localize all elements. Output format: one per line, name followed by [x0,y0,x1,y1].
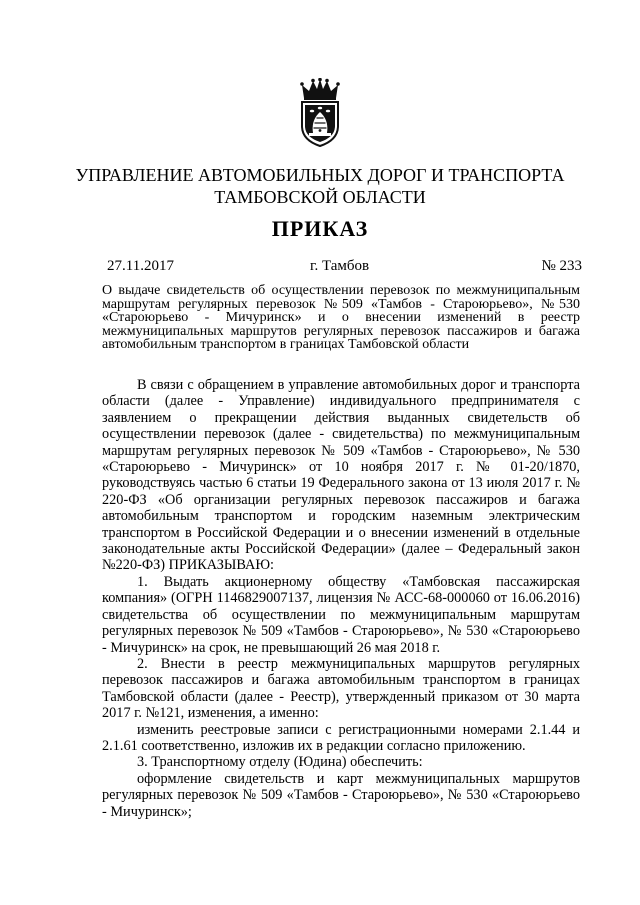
body-paragraph: 2. Внести в реестр межмуниципальных маршрутов регулярных перевозок пассажиров и багажа автомобильным транспортом в границах Тамбовской области (далее - Реестр), утвержденный приказом от 30 марта 2017 г. №121, изменения, а именно: [102,655,580,722]
document-type: ПРИКАЗ [271,216,369,241]
tambov-coat-of-arms-icon [297,78,343,148]
body-paragraph: В связи с обращением в управление автомобильных дорог и транспорта области (далее - Управление) индивидуального предпринимателя с заявлением о прекращении действия выданных свидетельств об осуществлении перевозок (далее - свидетельства) по межмуниципальным маршрутам регулярных перевозок № 509 «Тамбов - Староюрьево», № 530 «Староюрьево - Мичуринск» от 10 ноября 2017 г. № 01-20/1870, руководствуясь частью 6 статьи 19 Федерального закона от 13 июля 2017 г. № 220-ФЗ «Об организации регулярных перевозок пассажиров и багажа автомобильным транспортом и городским наземным электрическим транспортом в Российской Федерации и о внесении изменений в отдельные законодательные акты Российской Федерации» (далее – Федеральный закон №220-ФЗ) ПРИКАЗЫВАЮ: [102,377,580,574]
body-paragraph: оформление свидетельств и карт межмуниципальных маршрутов регулярных перевозок № 509 «Тамбов - Староюрьево», № 530 «Староюрьево - Мичуринск»; [102,770,580,820]
order-subject: О выдаче свидетельств об осуществлении перевозок по межмуниципальным маршрутам регулярных перевозок №509 «Тамбов - Староюрьево», №530 «Староюрьево - Мичуринск» и о внесении изменений в реестр межмуниципальных маршрутов регулярных перевозок пассажиров и багажа автомобильным транспортом в границах Тамбовской области [102,283,580,352]
organization-name [0,164,640,208]
order-city: г. Тамбов [310,258,370,274]
organization-name-line2: ТАМБОВСКОЙ ОБЛАСТИ [214,187,426,207]
body-paragraph: 1. Выдать акционерному обществу «Тамбовская пассажирская компания» (ОГРН 1146829007137, лицензия № АСС-68-000060 от 16.06.2016) свидетельства об осуществлении по межмуниципальным маршрутам регулярных перевозок № 509 «Тамбов - Староюрьево», № 530 «Староюрьево - Мичуринск» на срок, не превышающий 26 мая 2018 г. [102,573,580,656]
order-number: № 233 [541,258,582,274]
date-city-number-row [107,258,582,278]
body-paragraph: изменить реестровые записи с регистрационными номерами 2.1.44 и 2.1.61 соответственно, изложив их в редакции согласно приложению. [102,721,580,754]
order-date: 27.11.2017 [107,258,174,274]
organization-name-line1: УПРАВЛЕНИЕ АВТОМОБИЛЬНЫХ ДОРОГ И ТРАНСПОРТА [75,165,565,185]
order-body [102,377,580,820]
body-paragraph: 3. Транспортному отделу (Юдина) обеспечить: [137,754,423,771]
